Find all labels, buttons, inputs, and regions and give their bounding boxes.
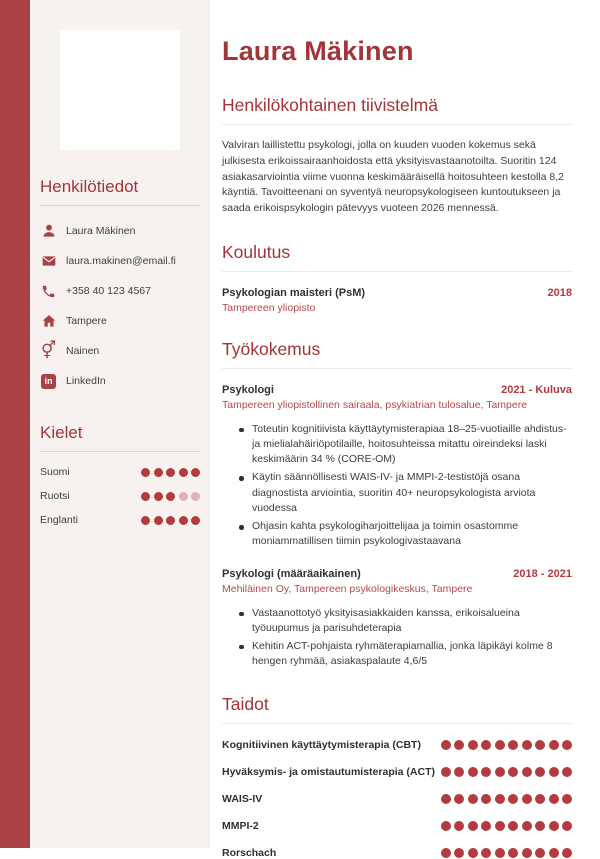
home-icon bbox=[40, 313, 57, 329]
contact-row-phone bbox=[40, 276, 200, 306]
job-bullet: Käytin säännöllisesti WAIS-IV- ja MMPI-2-testistöjä osana diagnostista arviointia, suoritin 40+ neuropsykologista arviota vuodessa bbox=[252, 470, 572, 516]
language-row bbox=[40, 460, 200, 484]
job-bullet: Kehitin ACT-pohjaista ryhmäterapiamallia, jonka läpikäyi kolme 8 hengen ryhmää, asiakaspalaute 4,6/5 bbox=[252, 639, 572, 669]
linkedin-icon: in bbox=[40, 374, 57, 389]
job-bullet-list bbox=[222, 606, 572, 670]
contact-row-name bbox=[40, 216, 200, 246]
skill-rating-dots bbox=[441, 794, 573, 804]
summary-text: Valviran laillistettu psykologi, jolla on kuuden vuoden kokemus sekä julkisesta erikoissairaanhoidosta että yksityisvastaanotoilta. Suoritin 124 asiakasarviointia viime vuonna keskimääräisellä hoitosuhteen kestolla 8,2 käyntiä. Tavoitteenani on syventyä neuropsykologiseen kuntoutukseen ja saada erikoispsykologin pätevyys vuoteen 2026 mennessä. bbox=[222, 139, 565, 214]
job-period: 2021 - Kuluva bbox=[501, 383, 572, 396]
experience-section-heading: Työkokemus bbox=[222, 339, 572, 369]
language-name: Suomi bbox=[40, 466, 70, 478]
language-name: Englanti bbox=[40, 514, 78, 526]
job-bullet: Vastaanottotyö yksityisasiakkaiden kanssa, erikoisalueina työuupumus ja parisuhdeterapia bbox=[252, 606, 572, 636]
job-period: 2018 - 2021 bbox=[513, 567, 572, 580]
skill-row bbox=[222, 766, 572, 778]
language-rating-dots bbox=[141, 468, 200, 477]
summary-section-heading: Henkilökohtainen tiivistelmä bbox=[222, 95, 572, 125]
skill-row bbox=[222, 847, 572, 859]
language-rating-dots bbox=[141, 516, 200, 525]
contact-row-email[interactable] bbox=[40, 246, 200, 276]
skill-name: Hyväksymis- ja omistautumisterapia (ACT) bbox=[222, 766, 435, 779]
sidebar bbox=[30, 0, 210, 848]
skill-row bbox=[222, 739, 572, 751]
degree-period: 2018 bbox=[547, 286, 572, 299]
personal-info-heading: Henkilötiedot bbox=[40, 177, 200, 206]
employer-name: Mehiläinen Oy, Tampereen psykologikeskus, Tampere bbox=[222, 582, 473, 595]
languages-heading: Kielet bbox=[40, 423, 200, 452]
skill-name: Kognitiivinen käyttäytymisterapia (CBT) bbox=[222, 739, 421, 752]
skill-name: WAIS-IV bbox=[222, 793, 263, 806]
job-bullet: Ohjasin kahta psykologiharjoittelijaa ja toimin osastomme moniammatillisen tiimin psykologivastaavana bbox=[252, 519, 572, 549]
contact-phone: +358 40 123 4567 bbox=[66, 285, 151, 297]
skill-rating-dots bbox=[441, 821, 573, 831]
person-icon bbox=[40, 223, 57, 239]
experience-entry bbox=[222, 568, 572, 670]
employer-name: Tampereen yliopistollinen sairaala, psykiatrian tulosalue, Tampere bbox=[222, 398, 528, 411]
language-name: Ruotsi bbox=[40, 490, 70, 502]
contact-email: laura.makinen@email.fi bbox=[66, 255, 176, 267]
gender-icon: ⚥ bbox=[40, 340, 57, 361]
language-rating-dots bbox=[141, 492, 200, 501]
job-bullet-list bbox=[222, 422, 572, 550]
skill-rating-dots bbox=[441, 767, 573, 777]
job-title: Psykologi bbox=[222, 383, 274, 396]
skill-row bbox=[222, 793, 572, 805]
contact-name: Laura Mäkinen bbox=[66, 225, 136, 237]
education-section-heading: Koulutus bbox=[222, 242, 572, 272]
job-bullet: Toteutin kognitiivista käyttäytymisterapiaa 18–25-vuotiaille ahdistus- ja mielialahäiriöpotilaille, hoitosuhteissa mitattu oireindeksi laski keskimäärin 34 % (CORE-OM) bbox=[252, 422, 572, 468]
experience-entry bbox=[222, 384, 572, 550]
skills-list bbox=[222, 739, 572, 859]
skill-rating-dots bbox=[441, 848, 573, 858]
job-title: Psykologi (määräaikainen) bbox=[222, 567, 361, 580]
accent-bar bbox=[0, 0, 30, 848]
contact-row-linkedin[interactable] bbox=[40, 366, 200, 396]
main-content bbox=[210, 0, 600, 859]
contact-row-city bbox=[40, 306, 200, 336]
skill-row bbox=[222, 820, 572, 832]
degree-title: Psykologian maisteri (PsM) bbox=[222, 286, 366, 299]
contact-linkedin: LinkedIn bbox=[66, 375, 106, 387]
contact-row-gender bbox=[40, 336, 200, 366]
phone-icon bbox=[40, 284, 57, 299]
skills-section-heading: Taidot bbox=[222, 694, 572, 724]
contact-list bbox=[40, 216, 200, 396]
page-title: Laura Mäkinen bbox=[222, 36, 414, 66]
education-entry bbox=[222, 287, 572, 314]
school-name: Tampereen yliopisto bbox=[222, 301, 316, 314]
languages-list bbox=[40, 460, 200, 532]
skill-name: Rorschach bbox=[222, 847, 277, 859]
photo-placeholder bbox=[60, 30, 180, 150]
language-row bbox=[40, 508, 200, 532]
skill-name: MMPI-2 bbox=[222, 820, 259, 833]
email-icon bbox=[40, 253, 57, 269]
skill-rating-dots bbox=[441, 740, 573, 750]
contact-gender: Nainen bbox=[66, 345, 100, 357]
language-row bbox=[40, 484, 200, 508]
contact-city: Tampere bbox=[66, 315, 107, 327]
